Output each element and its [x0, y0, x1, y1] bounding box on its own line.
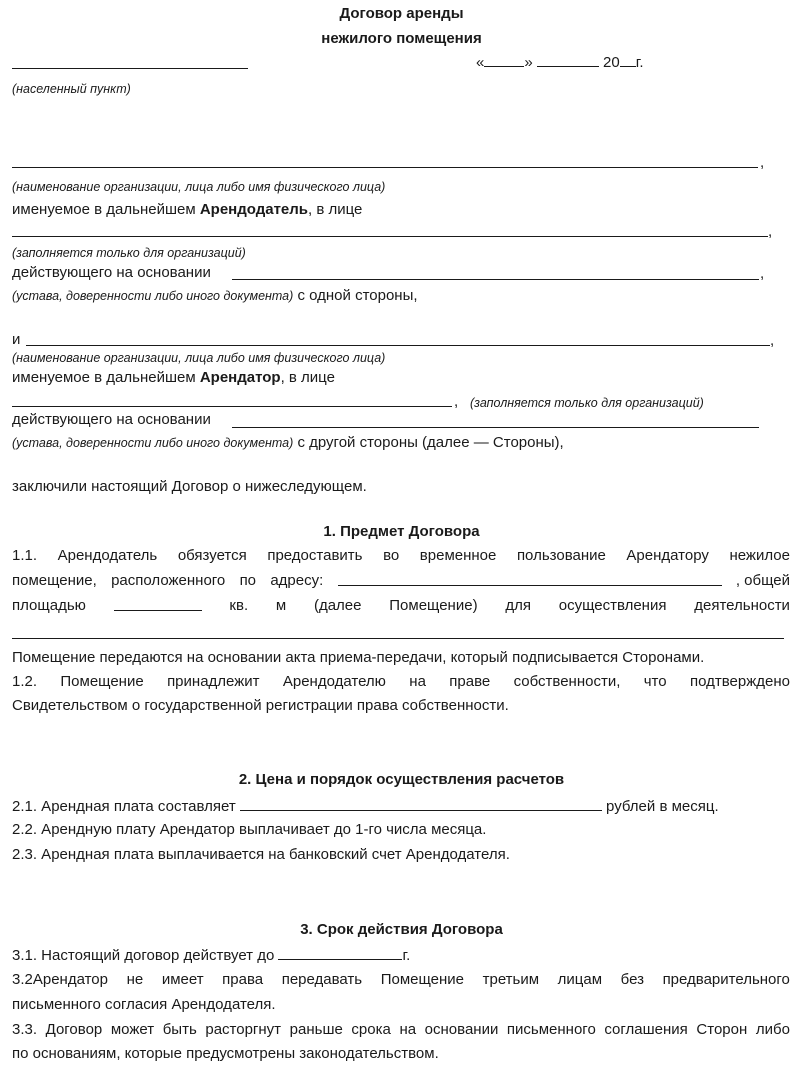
word: подтверждено	[689, 673, 790, 690]
tenant-role: Арендатор	[199, 369, 281, 386]
s1-p1-line1	[12, 546, 790, 566]
tenant-basis-blank[interactable]	[232, 427, 759, 428]
landlord-name-note: (наименование организации, лица либо имя физического лица)	[12, 180, 386, 194]
word: либо	[755, 1021, 790, 1038]
concluded-text: заключили настоящий Договор о нижеследующем.	[12, 478, 367, 495]
word: может	[110, 1021, 155, 1038]
word: для	[505, 597, 531, 614]
place-blank[interactable]	[12, 68, 248, 69]
s2-p3: 2.3. Арендная плата выплачивается на банковский счет Арендодателя.	[12, 846, 510, 863]
doc-title-line1: Договор аренды	[339, 5, 464, 22]
word: без	[620, 971, 644, 988]
comma: ,	[760, 154, 765, 171]
s2-p1-prefix: 2.1. Арендная плата составляет	[12, 798, 240, 815]
tenant-basis-note: (устава, доверенности либо иного документа)	[12, 436, 294, 450]
word: быть	[162, 1021, 197, 1038]
place-note: (населенный пункт)	[12, 82, 131, 96]
word: собственности,	[513, 673, 621, 690]
year-prefix: 20	[603, 54, 620, 71]
word: Арендодателю	[282, 673, 386, 690]
other-side-line	[12, 433, 564, 453]
word: на	[399, 1021, 417, 1038]
word: расположенного	[111, 572, 226, 589]
word: 1.1.	[12, 547, 38, 564]
word: предварительного	[662, 971, 790, 988]
word: помещение,	[12, 572, 97, 589]
word: соглашения	[604, 1021, 688, 1038]
one-side-text: с одной стороны,	[293, 287, 418, 304]
word: пользование	[516, 547, 606, 564]
tenant-ref-suffix: , в лице	[280, 369, 335, 386]
word: передавать	[281, 971, 363, 988]
tenant-org-only-note: (заполняется только для организаций)	[470, 396, 704, 410]
tenant-representative-blank[interactable]	[12, 406, 452, 407]
org-only-note: (заполняется только для организаций)	[12, 246, 246, 260]
section2-heading: 2. Цена и порядок осуществления расчетов	[238, 771, 565, 788]
s1-p1-line2	[12, 571, 790, 591]
word: что	[643, 673, 667, 690]
s2-p1	[12, 796, 719, 817]
tenant-ref	[12, 368, 335, 388]
word: Арендатору	[626, 547, 709, 564]
s3-p3-line2: по основаниям, которые предусмотрены законодательством.	[12, 1045, 439, 1062]
landlord-name-blank[interactable]	[12, 167, 758, 168]
s3-p1-prefix: 3.1. Настоящий договор действует до	[12, 947, 279, 964]
word: во	[383, 547, 400, 564]
word: адресу:	[270, 572, 324, 589]
landlord-role: Арендодатель	[199, 201, 309, 218]
doc-title-line2: нежилого помещения	[321, 30, 482, 47]
tenant-basis-label: действующего на основании	[12, 411, 211, 428]
one-side-line	[12, 286, 418, 306]
landlord-basis-blank[interactable]	[232, 279, 759, 280]
landlord-basis-label: действующего на основании	[12, 264, 211, 281]
word: третьим	[482, 971, 540, 988]
basis-note: (устава, доверенности либо иного документа)	[12, 289, 294, 303]
s3-p3-line1	[12, 1020, 790, 1040]
word: по	[239, 572, 257, 589]
address-blank[interactable]	[338, 571, 722, 586]
section3-heading: 3. Срок действия Договора	[300, 921, 503, 938]
word: Помещение)	[389, 597, 478, 614]
word: 3.3.	[12, 1021, 38, 1038]
landlord-ref	[12, 200, 362, 220]
year-suffix: г.	[635, 54, 644, 71]
tenant-name-blank[interactable]	[26, 345, 770, 346]
word: осуществления	[558, 597, 667, 614]
word: расторгнут	[205, 1021, 282, 1038]
comma: ,	[768, 223, 773, 240]
word: основании	[424, 1021, 499, 1038]
tenant-ref-prefix: именуемое в дальнейшем	[12, 369, 200, 386]
word: срока	[351, 1021, 391, 1038]
word: праве	[449, 673, 491, 690]
word: обязуется	[177, 547, 247, 564]
s1-p1-line3	[12, 596, 790, 616]
day-blank[interactable]	[484, 52, 524, 67]
word: нежилое	[729, 547, 790, 564]
word: предоставить	[267, 547, 363, 564]
word: площадью	[12, 597, 86, 614]
word: принадлежит	[167, 673, 260, 690]
s3-p2-line1	[12, 970, 790, 990]
year-blank[interactable]	[620, 52, 636, 67]
word: Договор	[45, 1021, 103, 1038]
landlord-representative-blank[interactable]	[12, 236, 768, 237]
word: кв.	[229, 597, 249, 614]
word: имеет	[161, 971, 204, 988]
tenant-name-note: (наименование организации, лица либо имя физического лица)	[12, 351, 386, 365]
word: (далее	[313, 597, 362, 614]
activity-blank[interactable]	[12, 638, 784, 639]
other-side-text: с другой стороны (далее — Стороны),	[293, 434, 564, 451]
month-blank[interactable]	[537, 52, 599, 67]
date-quote-close: »	[524, 54, 533, 71]
word: Помещение	[380, 971, 465, 988]
word: раньше	[289, 1021, 343, 1038]
s3-p1-suffix: г.	[402, 947, 411, 964]
and-label: и	[12, 331, 21, 348]
word: права	[222, 971, 264, 988]
s1-p2-line1	[12, 672, 790, 692]
comma: ,	[760, 265, 765, 282]
word: м	[275, 597, 287, 614]
word: Сторон	[696, 1021, 748, 1038]
word: не	[126, 971, 144, 988]
word: деятельности	[694, 597, 790, 614]
word: Арендодатель	[57, 547, 158, 564]
s2-p2: 2.2. Арендную плату Арендатор выплачивает до 1-го числа месяца.	[12, 821, 487, 838]
valid-until-blank[interactable]	[278, 945, 402, 960]
s2-p1-suffix: рублей в месяц.	[601, 798, 719, 815]
word: 3.2Арендатор	[12, 971, 108, 988]
comma: ,	[770, 332, 775, 349]
date-line	[476, 52, 644, 73]
s1-transfer: Помещение передаются на основании акта приема-передачи, который подписывается Сторонами.	[12, 649, 705, 666]
s3-p2-line2: письменного согласия Арендодателя.	[12, 996, 276, 1013]
s1-p2-line2: Свидетельством о государственной регистрации права собственности.	[12, 697, 509, 714]
word: на	[409, 673, 426, 690]
word: Помещение	[60, 673, 144, 690]
section1-heading: 1. Предмет Договора	[323, 523, 480, 540]
word: лицам	[557, 971, 603, 988]
landlord-ref-prefix: именуемое в дальнейшем	[12, 201, 200, 218]
word: временное	[419, 547, 497, 564]
area-blank[interactable]	[114, 596, 202, 611]
word: , общей	[735, 572, 790, 589]
word: 1.2.	[12, 673, 38, 690]
s3-p1	[12, 945, 410, 966]
date-quote-open: «	[476, 54, 485, 71]
landlord-ref-suffix: , в лице	[308, 201, 363, 218]
rent-amount-blank[interactable]	[240, 796, 602, 811]
word: письменного	[506, 1021, 596, 1038]
comma: ,	[454, 393, 459, 410]
